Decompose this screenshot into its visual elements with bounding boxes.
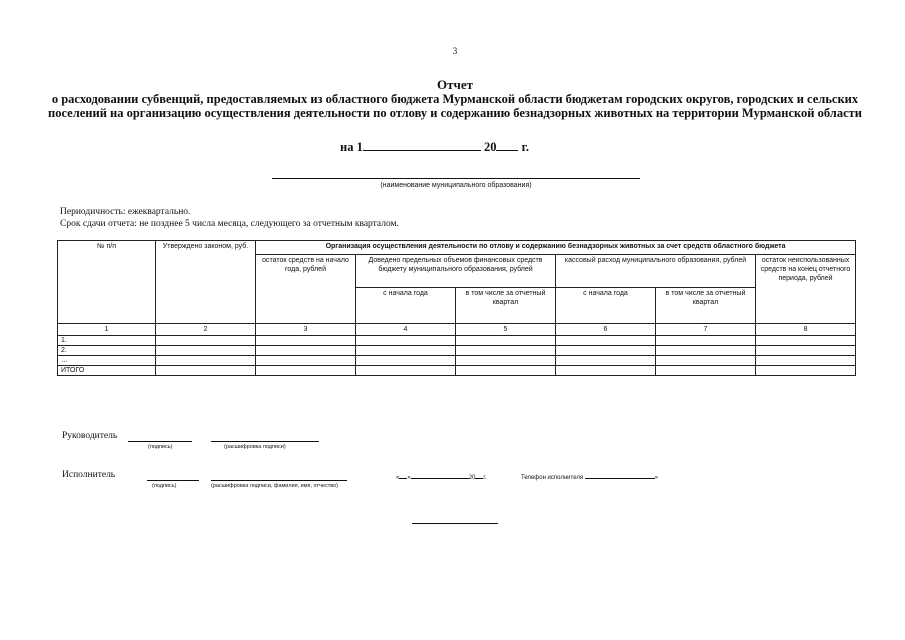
municipality-line bbox=[272, 178, 640, 179]
table-row bbox=[58, 346, 856, 356]
column-number: 5 bbox=[456, 324, 556, 336]
header-cash: кассовый расход муниципального образования, рублей bbox=[556, 255, 756, 288]
periodicity-text: Периодичность: ежеквартально. bbox=[60, 207, 191, 217]
executor-name-line bbox=[211, 480, 347, 481]
date-suffix: г. bbox=[521, 140, 529, 154]
periodicity-block bbox=[60, 206, 399, 230]
header-group: Организация осуществления деятельности по отлову и содержанию безнадзорных животных за счет средств областного бюджета bbox=[256, 241, 856, 255]
head-label: Руководитель bbox=[62, 431, 118, 441]
header-balance-end: остаток неиспользованных средств на конец отчетного периода, рублей bbox=[756, 255, 856, 324]
head-name-line bbox=[211, 441, 319, 442]
header-limits-quarter: в том числе за отчетный квартал bbox=[456, 288, 556, 324]
header-num: № п/п bbox=[58, 241, 156, 324]
header-limits: Доведено предельных объемов финансовых средств бюджету муниципального образования, рублей bbox=[356, 255, 556, 288]
bottom-separator-line bbox=[412, 523, 498, 524]
table-row-total bbox=[58, 366, 856, 376]
report-table bbox=[57, 240, 856, 376]
report-subtitle: о расходовании субвенций, предоставляемых из областного бюджета Мурманской области бюджетам городских округов, городских и сельских поселений на организацию осуществления деятельности по отлову и содержанию безнадзорных животных на территории Мурманской области bbox=[48, 92, 862, 120]
page-number: 3 bbox=[452, 46, 458, 56]
column-number: 3 bbox=[256, 324, 356, 336]
date-century: 20 bbox=[483, 140, 497, 154]
header-cash-from-year: с начала года bbox=[556, 288, 656, 324]
report-title: Отчет bbox=[437, 77, 473, 92]
column-number: 8 bbox=[756, 324, 856, 336]
executor-sign-caption: (подпись) bbox=[152, 483, 177, 489]
row-label: 1. bbox=[58, 336, 156, 346]
deadline-text: Срок сдачи отчета: не позднее 5 числа месяца, следующего за отчетным кварталом. bbox=[60, 219, 399, 229]
head-sign-line bbox=[128, 441, 192, 442]
report-title-block bbox=[40, 78, 870, 120]
column-number: 1 bbox=[58, 324, 156, 336]
date-year-blank bbox=[496, 139, 518, 151]
executor-phone: Телефон исполнителя » bbox=[521, 472, 658, 481]
column-number: 2 bbox=[156, 324, 256, 336]
date-prefix: на 1 bbox=[340, 140, 363, 154]
executor-label: Исполнитель bbox=[62, 470, 116, 480]
header-approved: Утверждено законом, руб. bbox=[156, 241, 256, 324]
row-label-total: ИТОГО bbox=[58, 366, 156, 376]
municipality-caption: (наименование муниципального образования) bbox=[380, 182, 532, 189]
header-cash-quarter: в том числе за отчетный квартал bbox=[656, 288, 756, 324]
table-row bbox=[58, 356, 856, 366]
table-row bbox=[58, 336, 856, 346]
header-balance-start: остаток средств на начало года, рублей bbox=[256, 255, 356, 324]
row-label: … bbox=[58, 356, 156, 366]
report-date-line bbox=[340, 139, 580, 155]
column-number: 4 bbox=[356, 324, 456, 336]
column-number: 7 bbox=[656, 324, 756, 336]
executor-sign-line bbox=[147, 480, 199, 481]
executor-name-caption: (расшифровка подписи, фамилия, имя, отчество) bbox=[211, 483, 338, 489]
head-sign-caption: (подпись) bbox=[148, 444, 173, 450]
row-label: 2. bbox=[58, 346, 156, 356]
executor-date: « » 20 г. bbox=[396, 472, 487, 481]
date-day-month-blank bbox=[363, 139, 481, 151]
column-number: 6 bbox=[556, 324, 656, 336]
header-limits-from-year: с начала года bbox=[356, 288, 456, 324]
head-name-caption: (расшифровка подписи) bbox=[224, 444, 286, 450]
